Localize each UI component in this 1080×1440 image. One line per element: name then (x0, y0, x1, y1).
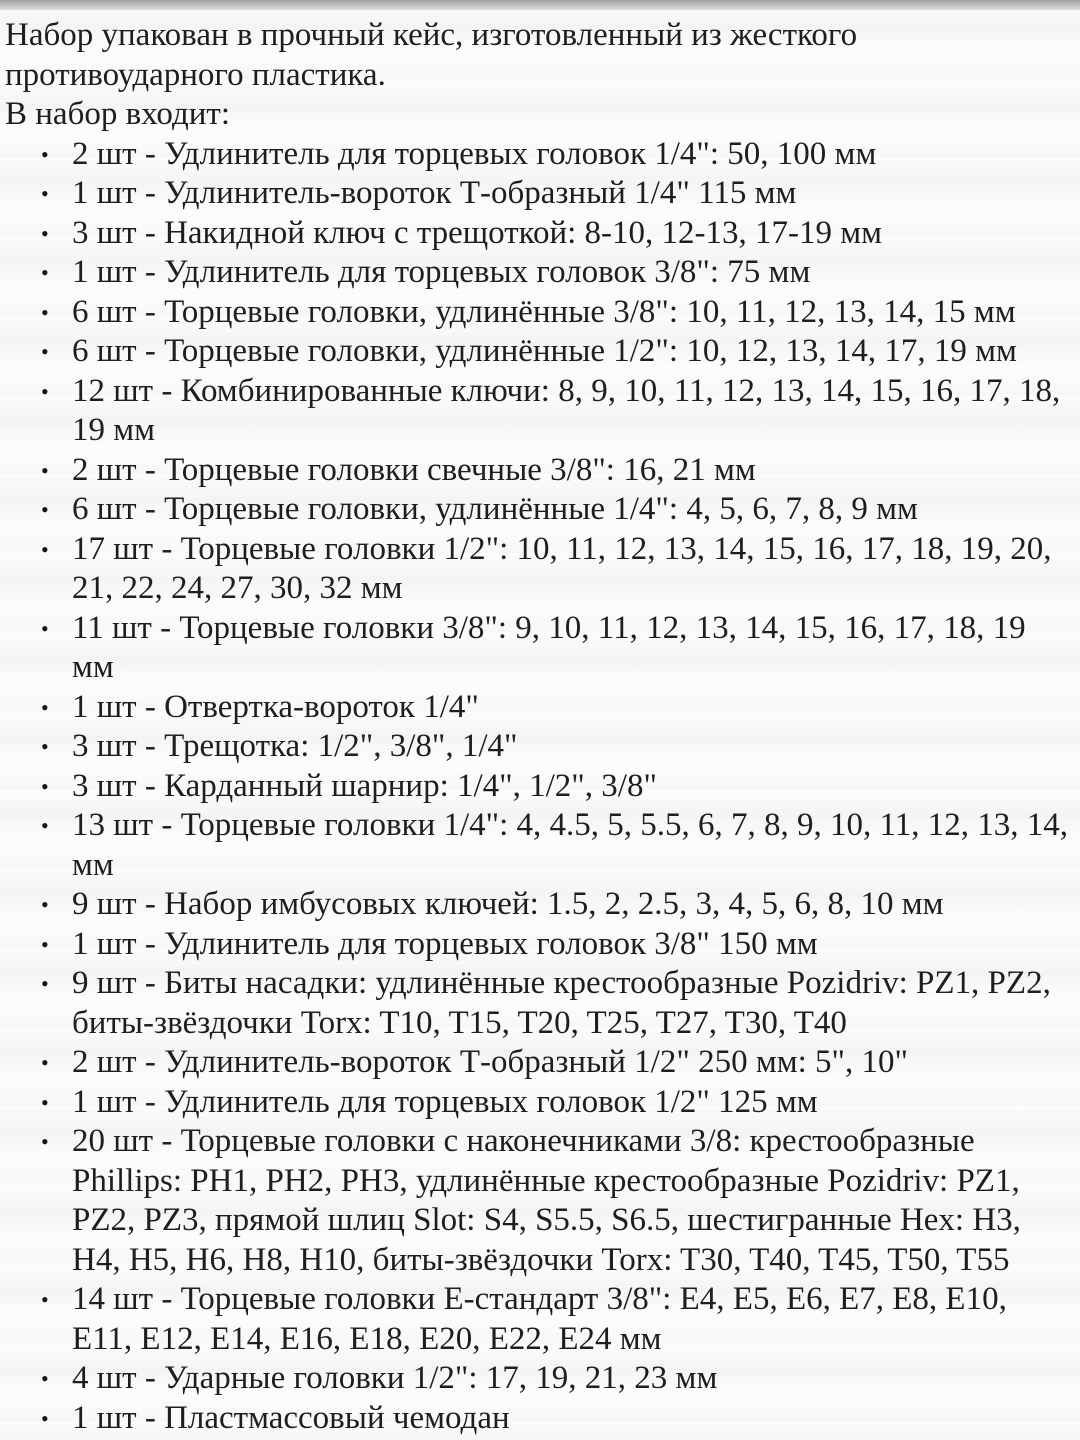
list-item-text: 3 шт - Накидной ключ с трещоткой: 8-10, 12-13, 17-19 мм (72, 214, 883, 251)
list-item-text: 9 шт - Набор имбусовых ключей: 1.5, 2, 2.5, 3, 4, 5, 6, 8, 10 мм (72, 886, 944, 922)
bullet-icon: • (41, 1287, 49, 1312)
list-item-text: 3 шт - Трещотка: 1/2", 3/8", 1/4" (72, 728, 518, 764)
bullet-icon: • (41, 339, 49, 364)
bullet-icon: • (41, 181, 49, 206)
list-item-text: 1 шт - Удлинитель для торцевых головок 1/2" 125 мм (72, 1083, 818, 1120)
list-item (5, 530, 1070, 609)
list-item-text: 1 шт - Удлинитель для торцевых головок 3/8" 150 мм (72, 925, 818, 962)
list-item (5, 925, 1070, 965)
list-item-text: 2 шт - Удлинитель для торцевых головок 1/4": 50, 100 мм (72, 135, 877, 172)
list-item (5, 135, 1070, 175)
list-item (5, 372, 1070, 451)
list-item-text: 1 шт - Удлинитель для торцевых головок 3/8": 75 мм (72, 254, 811, 290)
bullet-icon: • (41, 892, 49, 917)
list-item (5, 1399, 1070, 1439)
list-item-text: 1 шт - Отвертка-вороток 1/4" (72, 688, 479, 725)
list-item-text: 9 шт - Биты насадки: удлинённые крестообразные Pozidriv: PZ1, PZ2, биты-звёздочки Torx: T10, T15, T20, T25, T27, T30, T40 (72, 965, 1051, 1041)
list-item (5, 727, 1070, 767)
bullet-icon: • (41, 1405, 49, 1431)
list-item (5, 1280, 1070, 1359)
list-item (5, 1043, 1070, 1083)
contents-list (5, 135, 1070, 1439)
list-item-text: 6 шт - Торцевые головки, удлинённые 1/2": 10, 12, 13, 14, 17, 19 мм (72, 333, 1017, 369)
list-item-text: 20 шт - Торцевые головки с наконечниками 3/8: крестообразные Phillips: PH1, PH2, PH3, удлинённые крестообразные Pozidriv: PZ1, PZ2, PZ3, прямой шлиц Slot: S4, S5.5, S6.5, шестигранные Hex: H3, H4, H5, H6, H8, H10, биты-звёздочки Torx: T30, T40, T45, T50, T55 (72, 1123, 1021, 1278)
bullet-icon: • (41, 457, 49, 483)
list-item-text: 3 шт - Карданный шарнир: 1/4", 1/2", 3/8" (72, 767, 657, 804)
list-item-text: 2 шт - Торцевые головки свечные 3/8": 16, 21 мм (72, 451, 756, 488)
list-item-text: 14 шт - Торцевые головки Е-стандарт 3/8": E4, E5, E6, E7, E8, E10, E11, E12, E14, E16, E18, E20, E22, E24 мм (72, 1281, 1007, 1357)
list-item (5, 1359, 1070, 1399)
intro-paragraph: Набор упакован в прочный кейс, изготовленный из жесткого противоударного пластика. (5, 17, 858, 93)
list-item (5, 332, 1070, 372)
list-item-text: 6 шт - Торцевые головки, удлинённые 1/4": 4, 5, 6, 7, 8, 9 мм (72, 491, 918, 527)
bullet-icon: • (41, 536, 49, 562)
bullet-icon: • (41, 931, 49, 957)
bullet-icon: • (41, 141, 49, 167)
list-heading: В набор входит: (5, 96, 231, 132)
bullet-icon: • (41, 378, 49, 404)
bullet-icon: • (41, 1366, 49, 1391)
bullet-icon: • (41, 260, 49, 285)
bullet-icon: • (41, 1050, 49, 1075)
bullet-icon: • (41, 615, 49, 641)
bullet-icon: • (41, 299, 49, 325)
bullet-icon: • (41, 971, 49, 996)
list-item (5, 214, 1070, 254)
list-item (5, 253, 1070, 293)
list-item (5, 490, 1070, 530)
list-item-text: 12 шт - Комбинированные ключи: 8, 9, 10, 11, 12, 13, 14, 15, 16, 17, 18, 19 мм (72, 372, 1061, 448)
bullet-icon: • (41, 1129, 49, 1154)
list-item (5, 174, 1070, 214)
list-item-text: 1 шт - Удлинитель-вороток Т-образный 1/4" 115 мм (72, 175, 797, 211)
list-item (5, 767, 1070, 807)
list-item-text: 1 шт - Пластмассовый чемодан (72, 1399, 510, 1436)
list-item-text: 13 шт - Торцевые головки 1/4": 4, 4.5, 5, 5.5, 6, 7, 8, 9, 10, 11, 12, 13, 14, мм (72, 807, 1069, 883)
list-item (5, 885, 1070, 925)
list-item (5, 964, 1070, 1043)
list-item-text: 4 шт - Ударные головки 1/2": 17, 19, 21, 23 мм (72, 1360, 718, 1396)
list-item (5, 451, 1070, 491)
bullet-icon: • (41, 773, 49, 799)
bullet-icon: • (41, 813, 49, 838)
list-item (5, 688, 1070, 728)
list-item-text: 6 шт - Торцевые головки, удлинённые 3/8": 10, 11, 12, 13, 14, 15 мм (72, 293, 1016, 330)
bullet-icon: • (41, 220, 49, 246)
list-item-text: 17 шт - Торцевые головки 1/2": 10, 11, 12, 13, 14, 15, 16, 17, 18, 19, 20, 21, 22, 24, 27, 30, 32 мм (72, 530, 1052, 606)
bullet-icon: • (41, 694, 49, 720)
list-item (5, 1122, 1070, 1280)
bullet-icon: • (41, 1089, 49, 1115)
list-item-text: 2 шт - Удлинитель-вороток Т-образный 1/2" 250 мм: 5", 10" (72, 1044, 908, 1080)
list-item (5, 806, 1070, 885)
list-item-text: 11 шт - Торцевые головки 3/8": 9, 10, 11, 12, 13, 14, 15, 16, 17, 18, 19 мм (72, 609, 1026, 685)
bullet-icon: • (41, 734, 49, 759)
list-item (5, 293, 1070, 333)
list-item (5, 609, 1070, 688)
bullet-icon: • (41, 497, 49, 522)
list-item (5, 1083, 1070, 1123)
